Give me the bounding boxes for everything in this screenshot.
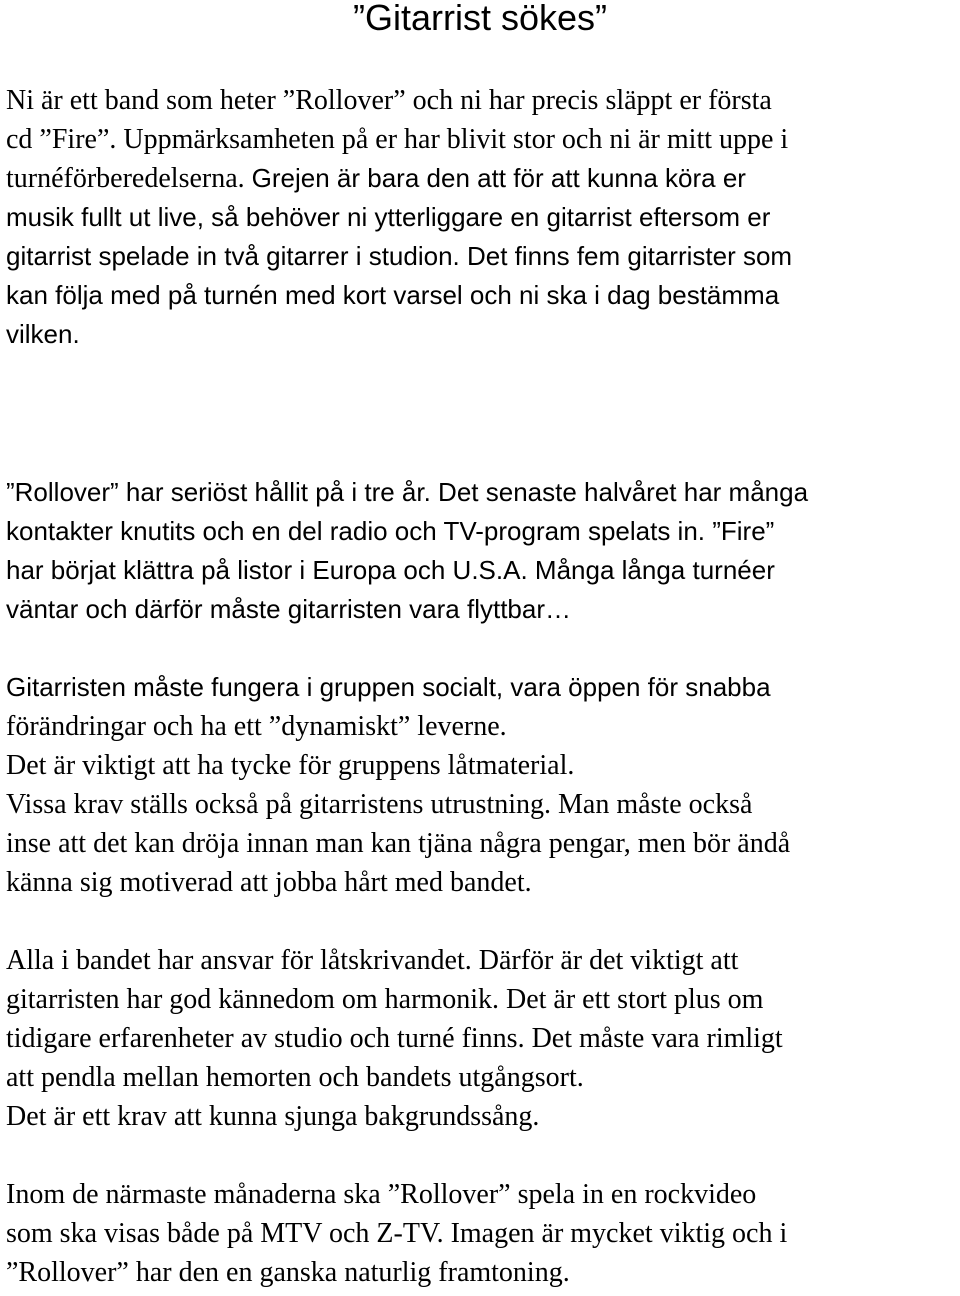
text-line — [6, 315, 792, 354]
paragraph-band-intro — [6, 81, 792, 354]
text-line — [6, 120, 792, 159]
text-line — [6, 707, 790, 746]
text-segment: gitarristen har god kännedom om harmonik. Det är ett stort plus om — [6, 984, 764, 1015]
text-segment: Det är ett krav att kunna sjunga bakgrundssång. — [6, 1101, 540, 1132]
text-line — [6, 824, 790, 863]
text-line — [6, 81, 792, 120]
text-segment: tidigare erfarenheter av studio och turné finns. Det måste vara rimligt — [6, 1023, 783, 1054]
text-segment: ”Rollover” har seriöst hållit på i tre år. Det senaste halvåret har många — [6, 477, 809, 507]
text-segment: turnéförberedelserna. — [6, 163, 252, 194]
text-segment: kan följa med på turnén med kort varsel och ni ska i dag bestämma — [6, 280, 780, 310]
text-line — [6, 1214, 787, 1253]
paragraph-requirements — [6, 668, 790, 902]
text-line — [6, 863, 790, 902]
text-segment: musik fullt ut live, så behöver ni ytterliggare en gitarrist eftersom er — [6, 202, 771, 232]
text-segment: ”Rollover” har den en ganska naturlig framtoning. — [6, 1257, 570, 1288]
text-line — [6, 980, 783, 1019]
text-line — [6, 237, 792, 276]
text-line — [6, 668, 790, 707]
text-line — [6, 1019, 783, 1058]
text-line — [6, 1175, 787, 1214]
text-line — [6, 276, 792, 315]
paragraph-songwriting — [6, 941, 783, 1136]
paragraph-rockvideo — [6, 1175, 787, 1292]
text-line — [6, 785, 790, 824]
text-segment: cd ”Fire”. Uppmärksamheten på er har blivit stor och ni är mitt uppe i — [6, 124, 789, 155]
text-line — [6, 198, 792, 237]
text-segment: vilken. — [6, 319, 80, 349]
text-segment: Alla i bandet har ansvar för låtskrivandet. Därför är det viktigt att — [6, 945, 739, 976]
text-line — [6, 746, 790, 785]
text-segment: Grejen är bara den att för att kunna köra er — [251, 163, 746, 193]
text-segment: Vissa krav ställs också på gitarristens utrustning. Man måste också — [6, 789, 753, 820]
text-segment: kontakter knutits och en del radio och TV-program spelats in. ”Fire” — [6, 516, 775, 546]
text-segment: Inom de närmaste månaderna ska ”Rollover” spela in en rockvideo — [6, 1179, 757, 1210]
text-segment: Gitarristen måste fungera i gruppen socialt, vara öppen för snabba — [6, 672, 771, 702]
text-line — [6, 1058, 783, 1097]
text-line — [6, 941, 783, 980]
text-line — [6, 159, 792, 198]
text-line — [6, 1253, 787, 1292]
text-segment: Ni är ett band som heter ”Rollover” och ni har precis släppt er första — [6, 85, 772, 116]
text-segment: att pendla mellan hemorten och bandets utgångsort. — [6, 1062, 584, 1093]
text-segment: inse att det kan dröja innan man kan tjäna några pengar, men bör ändå — [6, 828, 791, 859]
text-line — [6, 1097, 783, 1136]
text-line — [6, 473, 808, 512]
text-segment: gitarrist spelade in två gitarrer i studion. Det finns fem gitarrister som — [6, 241, 793, 271]
text-segment: har börjat klättra på listor i Europa och U.S.A. Många långa turnéer — [6, 555, 775, 585]
document-title: ”Gitarrist sökes” — [352, 0, 608, 38]
text-line — [6, 512, 808, 551]
text-segment: känna sig motiverad att jobba hårt med bandet. — [6, 867, 532, 898]
paragraph-band-history — [6, 473, 808, 629]
text-line — [6, 590, 808, 629]
text-segment: väntar och därför måste gitarristen vara flyttbar… — [6, 594, 572, 624]
text-segment: Det är viktigt att ha tycke för gruppens låtmaterial. — [6, 750, 575, 781]
text-line — [6, 551, 808, 590]
text-segment: förändringar och ha ett ”dynamiskt” leverne. — [6, 711, 507, 742]
text-segment: som ska visas både på MTV och Z-TV. Imagen är mycket viktig och i — [6, 1218, 788, 1249]
